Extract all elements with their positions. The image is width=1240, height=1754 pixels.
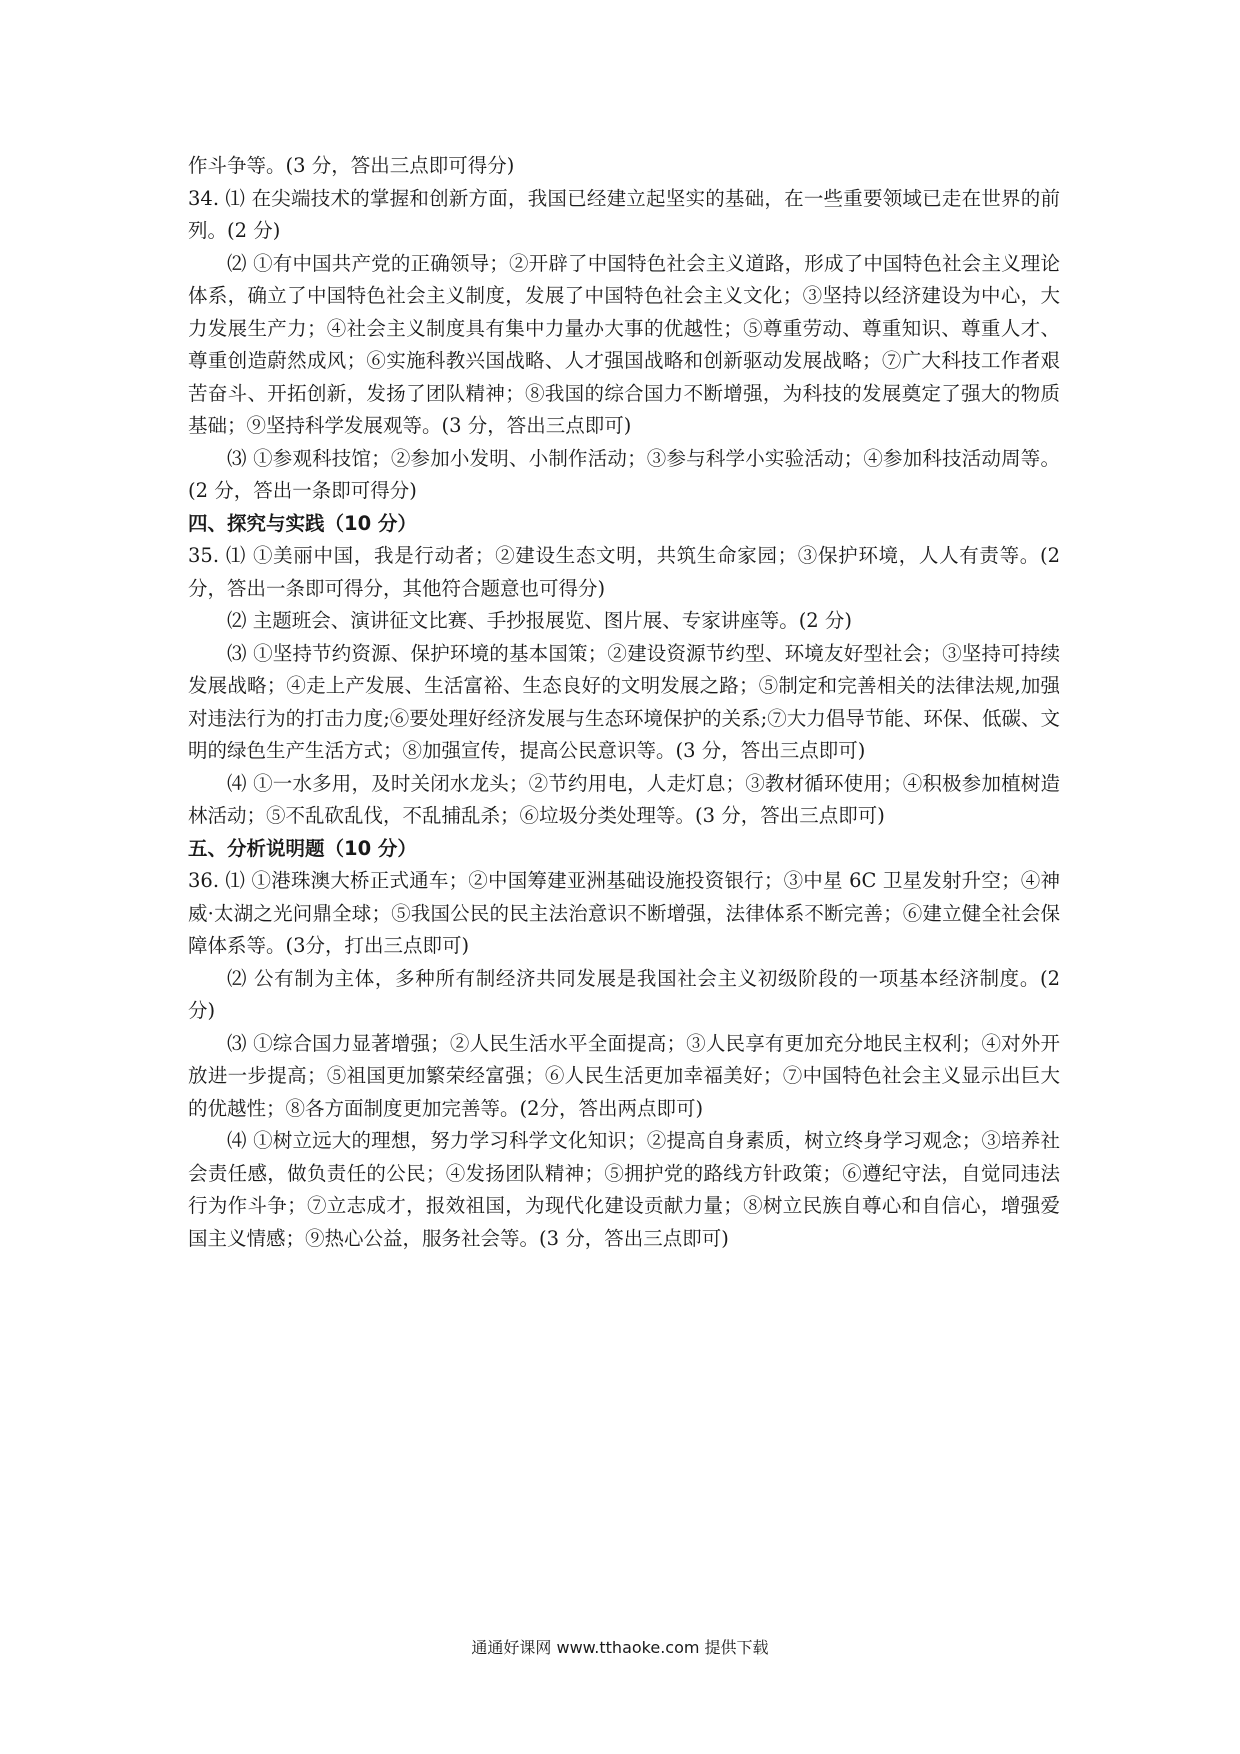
answer-34-3: ⑶ ①参观科技馆；②参加小发明、小制作活动；③参与科学小实验活动；④参加科技活动周等。(2 分，答出一条即可得分) [188,446,1060,502]
answer-35-1: 35. ⑴ ①美丽中国，我是行动者；②建设生态文明，共筑生命家园；③保护环境，人人有责等。(2 分，答出一条即可得分，其他符合题意也可得分) [188,544,1060,600]
answer-36-3: ⑶ ①综合国力显著增强；②人民生活水平全面提高；③人民享有更加充分地民主权利；④对外开放进一步提高；⑤祖国更加繁荣经富强；⑥人民生活更加幸福美好；⑦中国特色社会主义显示出巨大的优越性；⑧各方面制度更加完善等。(2分，答出两点即可) [188,1031,1060,1120]
answer-34-1: 34. ⑴ 在尖端技术的掌握和创新方面，我国已经建立起坚实的基础，在一些重要领域已走在世界的前列。(2 分) [188,186,1060,242]
answer-35-2: ⑵ 主题班会、演讲征文比赛、手抄报展览、图片展、专家讲座等。(2 分) [227,609,853,632]
page-footer: 通通好课网 www.tthaoke.com 提供下载 [471,1638,769,1657]
answer-36-1: 36. ⑴ ①港珠澳大桥正式通车；②中国筹建亚洲基础设施投资银行；③中星 6C 卫星发射升空；④神威·太湖之光问鼎全球；⑤我国公民的民主法治意识不断增强，法律体系不断完善；⑥建立健全社会保障体系等。(3分，打出三点即可) [188,869,1060,957]
answer-35-4: ⑷ ①一水多用，及时关闭水龙头；②节约用电，人走灯息；③教材循环使用；④积极参加植树造林活动；⑤不乱砍乱伐，不乱捕乱杀；⑥垃圾分类处理等。(3 分，答出三点即可) [188,771,1060,827]
answer-33-tail: 作斗争等。(3 分，答出三点即可得分) [188,154,515,177]
answer-36-4: ⑷ ①树立远大的理想，努力学习科学文化知识；②提高自身素质，树立终身学习观念；③培养社会责任感，做负责任的公民；④发扬团队精神；⑤拥护党的路线方针政策；⑥遵纪守法，自觉同违法行为作斗争；⑦立志成才，报效祖国，为现代化建设贡献力量；⑧树立民族自尊心和自信心，增强爱国主义情感；⑨热心公益，服务社会等。(3 分，答出三点即可) [188,1129,1060,1250]
section-heading-4: 四、探究与实践（10 分） [188,511,417,535]
section-heading-5: 五、分析说明题（10 分） [188,836,417,860]
answer-35-3: ⑶ ①坚持节约资源、保护环境的基本国策；②建设资源节约型、环境友好型社会；③坚持可持续发展战略；④走上产发展、生活富裕、生态良好的文明发展之路；⑤制定和完善相关的法律法规,加强对违法行为的打击力度;⑥要处理好经济发展与生态环境保护的关系;⑦大力倡导节能、环保、低碳、文明的绿色生产生活方式；⑧加强宣传，提高公民意识等。(3 分，答出三点即可) [188,641,1060,762]
answer-key-page [188,150,1060,1255]
answer-36-2: ⑵ 公有制为主体，多种所有制经济共同发展是我国社会主义初级阶段的一项基本经济制度。(2 分) [188,966,1060,1022]
answer-34-2: ⑵ ①有中国共产党的正确领导；②开辟了中国特色社会主义道路，形成了中国特色社会主义理论体系，确立了中国特色社会主义制度，发展了中国特色社会主义文化；③坚持以经济建设为中心，大力发展生产力；④社会主义制度具有集中力量办大事的优越性；⑤尊重劳动、尊重知识、尊重人才、尊重创造蔚然成风；⑥实施科教兴国战略、人才强国战略和创新驱动发展战略；⑦广大科技工作者艰苦奋斗、开拓创新，发扬了团队精神；⑧我国的综合国力不断增强，为科技的发展奠定了强大的物质基础；⑨坚持科学发展观等。(3 分，答出三点即可) [188,251,1060,437]
